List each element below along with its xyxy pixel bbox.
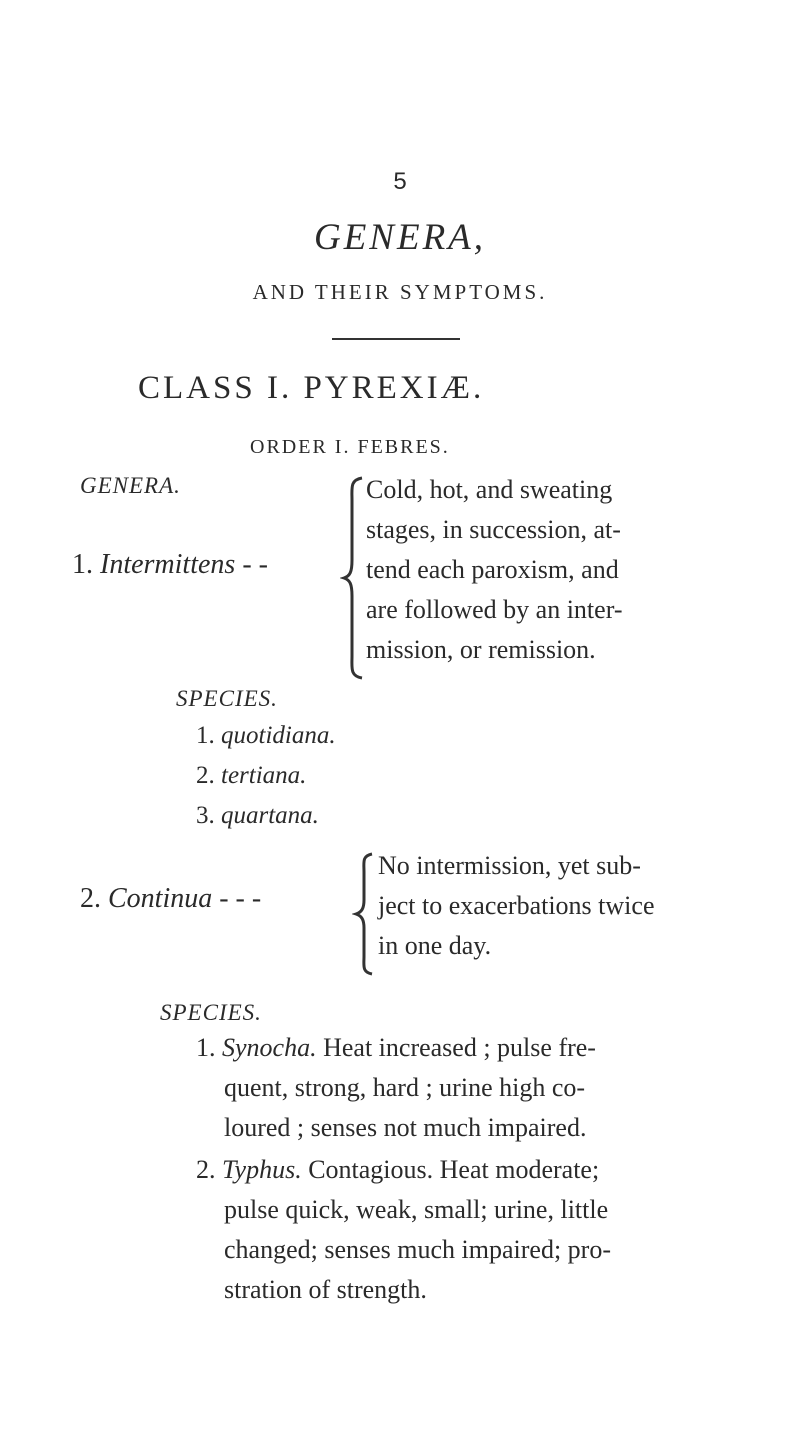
species-number: 1. <box>196 1033 216 1062</box>
genus-1-brace <box>340 474 366 682</box>
genus-2-description <box>378 846 654 966</box>
genus-2-desc-line: ject to exacerbations twice <box>378 891 655 920</box>
genus-1-number: 1. <box>72 549 93 580</box>
genus-1-desc-line: are followed by an inter- <box>366 595 623 624</box>
genus-1-description <box>366 470 622 670</box>
genus-1-desc-line: mission, or remission. <box>366 635 596 664</box>
genus-1-species-item <box>196 802 319 830</box>
species-number: 2. <box>196 762 215 789</box>
species-name: quotidiana. <box>221 722 336 749</box>
page-number: 5 <box>393 168 407 195</box>
genus-2-label <box>80 883 261 915</box>
species-name: quartana. <box>221 802 319 829</box>
entry-line: loured ; senses not much impaired. <box>224 1113 587 1142</box>
genus-1-desc-line: stages, in succession, at- <box>366 515 621 544</box>
genus-2-desc-line: in one day. <box>378 931 492 960</box>
species-name: tertiana. <box>221 762 307 789</box>
entry-line: stration of strength. <box>224 1275 427 1304</box>
genus-2-desc-line: No intermission, yet sub- <box>378 851 641 880</box>
class-heading: CLASS I. PYREXIÆ. <box>138 370 485 406</box>
page-title: GENERA, <box>313 217 487 258</box>
entry-line: quent, strong, hard ; urine high co- <box>224 1073 586 1102</box>
species-number: 2. <box>196 1155 216 1184</box>
genus-2-number: 2. <box>80 883 101 914</box>
entry-line: pulse quick, weak, small; urine, little <box>224 1195 609 1224</box>
page-subtitle: AND THEIR SYMPTOMS. <box>252 280 548 304</box>
genera-label: GENERA. <box>80 473 181 498</box>
genus-2-brace <box>352 850 376 978</box>
genus-1-species-item <box>196 722 336 750</box>
species-name: Typhus. <box>222 1155 302 1184</box>
genus-1-species-label: SPECIES. <box>176 686 278 711</box>
genus-2-species-label: SPECIES. <box>160 1000 262 1025</box>
genus-1-label <box>72 549 268 581</box>
entry-text: Contagious. Heat moderate; <box>308 1155 600 1184</box>
species-entry-typhus <box>196 1150 611 1310</box>
genus-1-species-item <box>196 762 306 790</box>
genus-2-name: Continua <box>108 883 213 914</box>
divider-rule <box>332 338 460 340</box>
entry-text: Heat increased ; pulse fre- <box>323 1033 596 1062</box>
entry-first-line <box>196 1150 611 1190</box>
order-heading: ORDER I. FEBRES. <box>250 436 450 458</box>
species-number: 1. <box>196 722 215 749</box>
species-entry-synocha <box>196 1028 596 1148</box>
entry-first-line <box>196 1028 596 1068</box>
genus-1-name: Intermittens <box>100 549 236 580</box>
genus-1-desc-line: Cold, hot, and sweating <box>366 475 613 504</box>
genus-2-dashes: - - - <box>219 883 262 914</box>
genus-1-desc-line: tend each paroxism, and <box>366 555 619 584</box>
species-name: Synocha. <box>222 1033 317 1062</box>
genus-1-dashes: - - <box>242 549 268 580</box>
species-number: 3. <box>196 802 215 829</box>
entry-line: changed; senses much impaired; pro- <box>224 1235 611 1264</box>
